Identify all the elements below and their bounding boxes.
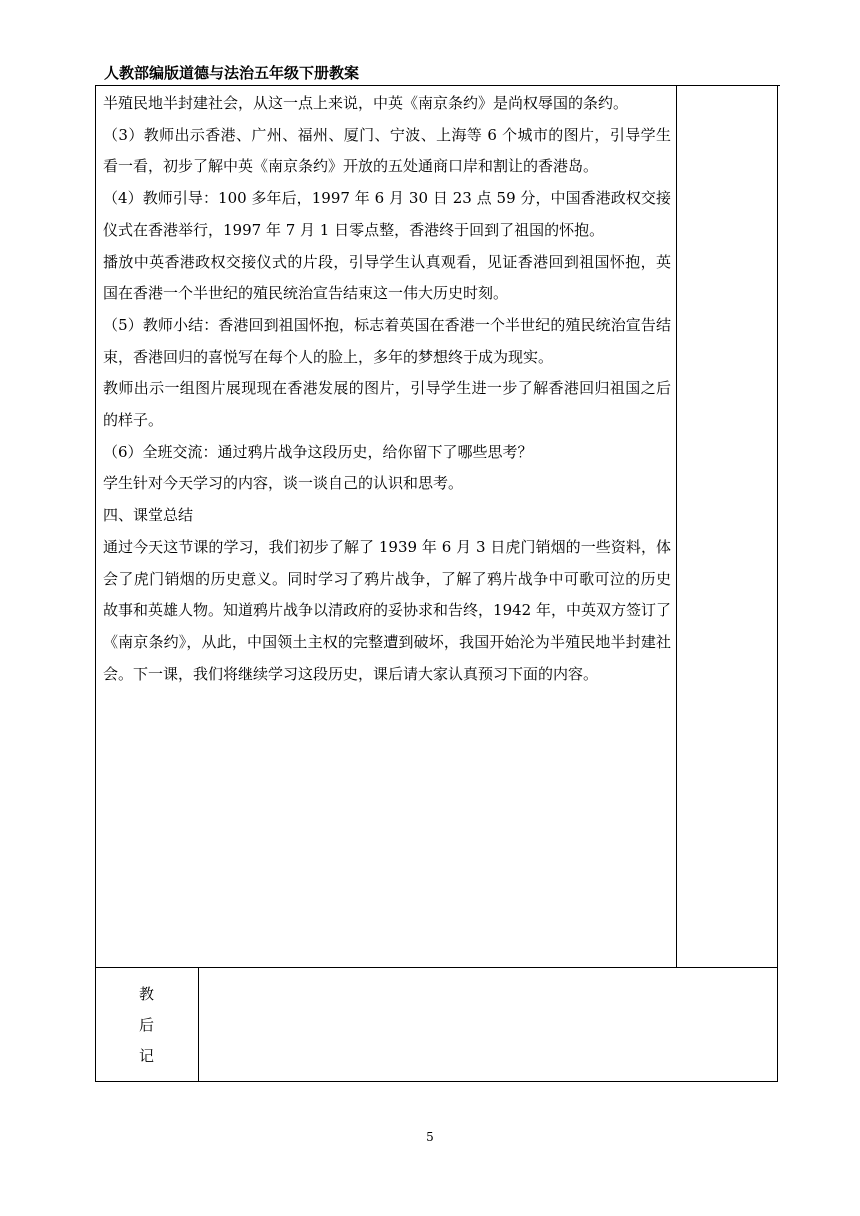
reflection-label-divider xyxy=(198,968,199,1082)
paragraph: 学生针对今天学习的内容，谈一谈自己的认识和思考。 xyxy=(103,474,464,493)
page-number: 5 xyxy=(426,1130,434,1144)
reflection-label-char: 教 xyxy=(138,984,154,1003)
paragraph: 教师出示一组图片展现现在香港发展的图片，引导学生进一步了解香港回归祖国之后的样子。 xyxy=(103,379,671,430)
right-column-divider xyxy=(676,86,677,968)
reflection-label-char: 记 xyxy=(138,1046,154,1065)
lesson-content xyxy=(103,88,671,690)
reflection-label-char: 后 xyxy=(138,1015,154,1034)
paragraph: （3）教师出示香港、广州、福州、厦门、宁波、上海等 6 个城市的图片，引导学生看一看，初步了解中英《南京条约》开放的五处通商口岸和割让的香港岛。 xyxy=(103,125,671,176)
reflection-label xyxy=(95,968,198,1082)
document-header-title: 人教部编版道德与法治五年级下册教案 xyxy=(104,64,360,82)
paragraph: （4）教师引导：100 多年后，1997 年 6 月 30 日 23 点 59 分，中国香港政权交接仪式在香港举行，1997 年 7 月 1 日零点整，香港终于回到了祖国的怀抱。 xyxy=(103,189,671,239)
paragraph: 播放中英香港政权交接仪式的片段，引导学生认真观看，见证香港回到祖国怀抱，英国在香港一个半世纪的殖民统治宣告结束这一伟大历史时刻。 xyxy=(103,252,671,303)
paragraph: 通过今天这节课的学习，我们初步了解了 1939 年 6 月 3 日虎门销烟的一些资料，体会了虎门销烟的历史意义。同时学习了鸦片战争，了解了鸦片战争中可歌可泣的历史故事和英雄人物。知道鸦片战争以清政府的妥协求和告终，1942 年，中英双方签订了《南京条约》，从此，中国领土主权的完整遭到破坏，我国开始沦为半殖民地半封建社会。下一课，我们将继续学习这段历史，课后请大家认真预习下面的内容。 xyxy=(103,537,671,683)
paragraph: （6）全班交流：通过鸦片战争这段历史，给你留下了哪些思考？ xyxy=(103,442,533,461)
paragraph: 半殖民地半封建社会，从这一点上来说，中英《南京条约》是尚权辱国的条约。 xyxy=(103,94,629,112)
section-heading: 四、课堂总结 xyxy=(103,506,194,525)
paragraph: （5）教师小结：香港回到祖国怀抱，标志着英国在香港一个半世纪的殖民统治宣告结束，香港回归的喜悦写在每个人的脸上，多年的梦想终于成为现实。 xyxy=(103,315,671,366)
